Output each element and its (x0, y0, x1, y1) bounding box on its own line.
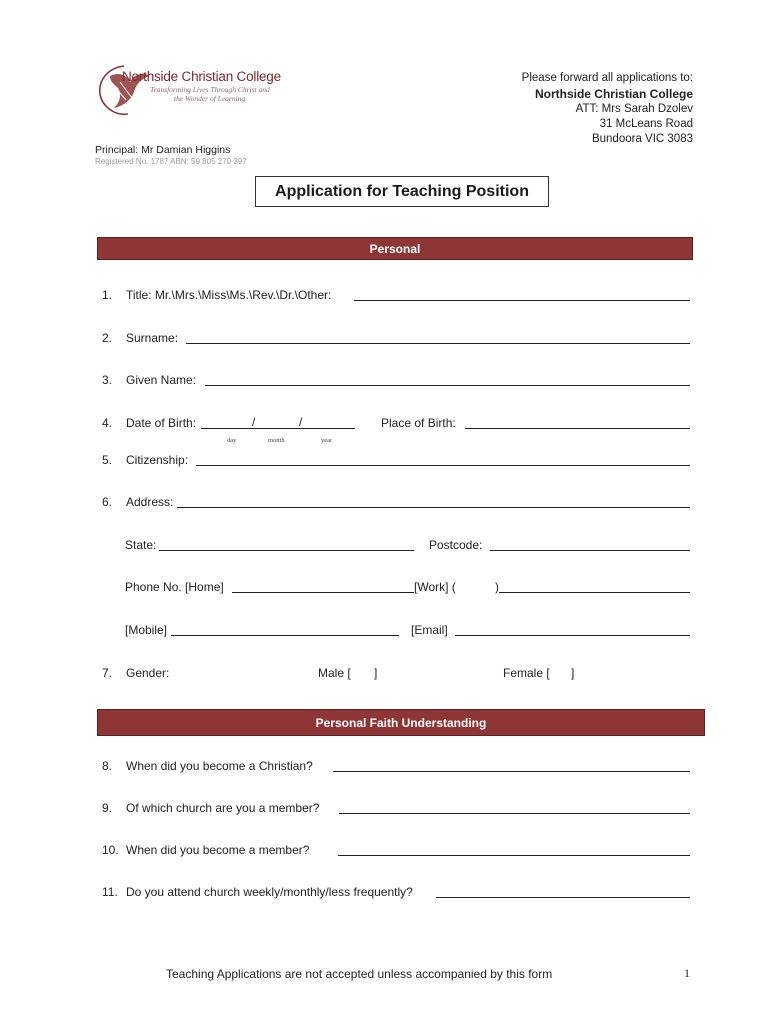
q3-label: Given Name: (126, 373, 197, 387)
section-faith-header: Personal Faith Understanding (97, 709, 705, 736)
state-input-line[interactable] (159, 550, 414, 551)
mobile-input-line[interactable] (171, 635, 399, 636)
forward-attention: ATT: Mrs Sarah Dzolev (575, 103, 693, 115)
given-name-input-line[interactable] (205, 385, 690, 386)
form-title: Application for Teaching Position (255, 176, 549, 207)
section-personal-header: Personal (97, 237, 693, 260)
email-input-line[interactable] (455, 635, 690, 636)
forward-college: Northside Christian College (534, 87, 693, 101)
q1-label: Title: Mr.\Mrs.\Miss\Ms.\Rev.\Dr.\Other: (126, 288, 332, 302)
email-label: [Email] (411, 623, 448, 637)
title-input-line[interactable] (354, 300, 690, 301)
registration-number: Registered No. 1787 ABN: 59 805 270 397 (95, 157, 247, 166)
q4-label: Date of Birth: (126, 416, 197, 430)
member-since-input-line[interactable] (338, 855, 690, 856)
gender-male-close: ] (374, 666, 378, 680)
church-member-input-line[interactable] (339, 813, 690, 814)
state-label: State: (125, 538, 157, 552)
citizenship-input-line[interactable] (196, 465, 690, 466)
q7-label: Gender: (126, 666, 170, 680)
principal-name: Principal: Mr Damian Higgins (95, 144, 231, 156)
q9-number: 9. (102, 801, 113, 815)
gender-male-label: Male [ (318, 666, 351, 680)
q5-number: 5. (102, 453, 113, 467)
q8-number: 8. (102, 759, 113, 773)
postcode-label: Postcode: (429, 538, 483, 552)
gender-male-checkbox[interactable] (358, 668, 372, 680)
q6-number: 6. (102, 495, 113, 509)
phone-home-label: Phone No. [Home] (125, 580, 224, 594)
q9-label: Of which church are you a member? (126, 801, 320, 815)
gender-female-checkbox[interactable] (556, 668, 570, 680)
phone-work-input-line[interactable] (499, 592, 690, 593)
dob-separator-1: / (252, 415, 256, 429)
dob-year-hint: year (321, 437, 333, 444)
dob-day-hint: day (227, 437, 237, 444)
dob-separator-2: / (299, 415, 303, 429)
postcode-input-line[interactable] (490, 550, 690, 551)
surname-input-line[interactable] (186, 343, 690, 344)
q3-number: 3. (102, 373, 113, 387)
place-of-birth-label: Place of Birth: (381, 416, 456, 430)
q5-label: Citizenship: (126, 453, 189, 467)
q2-number: 2. (102, 331, 113, 345)
footer-note: Teaching Applications are not accepted unless accompanied by this form (166, 967, 553, 981)
q10-number: 10. (102, 843, 119, 857)
q2-label: Surname: (126, 331, 179, 345)
mobile-label: [Mobile] (125, 623, 168, 637)
address-input-line[interactable] (177, 507, 690, 508)
place-of-birth-input-line[interactable] (465, 428, 690, 429)
attendance-input-line[interactable] (436, 897, 690, 898)
dob-month-hint: month (268, 437, 285, 444)
q6-label: Address: (126, 495, 174, 509)
dob-input-line[interactable] (201, 428, 355, 429)
gender-female-close: ] (571, 666, 575, 680)
q10-label: When did you become a member? (126, 843, 310, 857)
q4-number: 4. (102, 416, 113, 430)
logo-tagline-line2: the Wonder of Learning (174, 94, 246, 103)
phone-work-close: ) (495, 580, 499, 594)
forward-intro: Please forward all applications to: (521, 72, 693, 84)
became-christian-input-line[interactable] (333, 771, 690, 772)
phone-work-label: [Work] ( (414, 580, 456, 594)
q7-number: 7. (102, 666, 113, 680)
logo-name: Northside Christian College (122, 69, 281, 84)
q1-number: 1. (102, 288, 113, 302)
gender-female-label: Female [ (503, 666, 550, 680)
logo-tagline-line1: Transforming Lives Through Christ and (150, 85, 270, 94)
college-logo (96, 60, 296, 120)
page-number: 1 (684, 966, 690, 980)
q8-label: When did you become a Christian? (126, 759, 313, 773)
phone-home-input-line[interactable] (232, 592, 414, 593)
q11-number: 11. (102, 885, 118, 899)
forward-suburb: Bundoora VIC 3083 (591, 133, 693, 145)
q11-label: Do you attend church weekly/monthly/less frequently? (126, 885, 413, 899)
forward-street: 31 McLeans Road (599, 118, 693, 130)
